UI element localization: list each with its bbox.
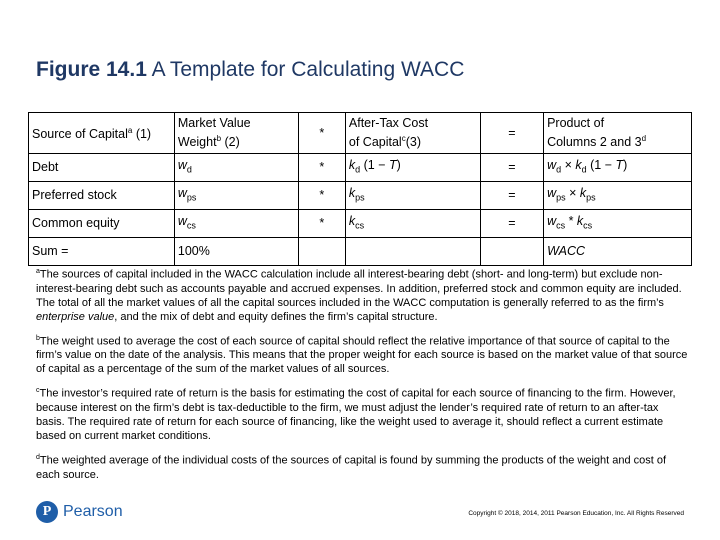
equals-cell: =	[480, 182, 543, 210]
equals-cell: =	[480, 154, 543, 182]
empty-cell	[345, 238, 480, 266]
header-after-tax-cost: After-Tax Cost of Capital$^c$(3)	[345, 113, 480, 154]
pearson-logo-text: Pearson	[63, 503, 123, 520]
cost-cell: $k_d$ (1 − T)	[345, 154, 480, 182]
source-cell: Common equity	[29, 210, 175, 238]
table-row-debt	[29, 154, 692, 182]
table-header-row	[29, 113, 692, 154]
figure-number: Figure 14.1	[36, 58, 147, 81]
multiply-cell: *	[298, 182, 345, 210]
empty-cell	[298, 238, 345, 266]
page-title	[36, 58, 464, 82]
footnote-b: $^b$The weight used to average the cost of each source of capital should reflect the relative importance of that source of capital to the firm’s value on the date of the analysis. This means that the proper weight for each source is based on the market value of that source of capital as a percentage of the sum of the market values of all sources.	[36, 334, 688, 376]
pearson-logo	[36, 501, 123, 523]
header-product: Product of Columns 2 and 3$^d$	[544, 113, 692, 154]
source-cell: Debt	[29, 154, 175, 182]
header-equals: =	[480, 113, 543, 154]
cost-cell: $k_{ps}$	[345, 182, 480, 210]
table-row-common-equity	[29, 210, 692, 238]
source-cell: Sum =	[29, 238, 175, 266]
source-cell: Preferred stock	[29, 182, 175, 210]
header-market-value-weight: Market Value Weight$^b$ (2)	[174, 113, 298, 154]
wacc-template-table	[28, 112, 692, 266]
footnote-d: $^d$The weighted average of the individual costs of the sources of capital is found by summing the products of the weight and cost of each source.	[36, 453, 667, 481]
multiply-cell: *	[298, 154, 345, 182]
table-row-preferred-stock	[29, 182, 692, 210]
multiply-cell: *	[298, 210, 345, 238]
weight-cell: $w_{ps}$	[174, 182, 298, 210]
weight-cell: $w_{cs}$	[174, 210, 298, 238]
footnotes	[36, 265, 688, 490]
product-cell: $w_d \times k_d$ (1 − T)	[544, 154, 692, 182]
product-cell: $w_{cs} * k_{cs}$	[544, 210, 692, 238]
footnote-c: $^c$The investor’s required rate of return is the basis for estimating the cost of capital for each source of financing to the firm. However, because interest on the firm’s debt is tax-deductible to the firm, we must adjust the lender’s required rate of return to an after-tax basis. The required rate of return for each source of financing, like the weight used to average it, should reflect a current estimate based on current market conditions.	[36, 387, 676, 442]
product-cell: $w_{ps} \times k_{ps}$	[544, 182, 692, 210]
header-multiply: *	[298, 113, 345, 154]
footnote-a: $^a$The sources of capital included in the WACC calculation include all interest-bearing debt (short- and long-term) but exclude non-interest-bearing debt such as accounts payable and accrued expenses. In addition, preferred stock and common equity are included. The total of all the market values of all the capital sources included in the WACC computation is generally referred to as the firm’s enterprise value, and the mix of debt and equity defines the firm’s capital structure.	[36, 268, 682, 323]
table-row-sum	[29, 238, 692, 266]
empty-cell	[480, 238, 543, 266]
header-source-of-capital: Source of Capital$^a$ (1)	[29, 113, 175, 154]
pearson-logo-icon: P	[36, 501, 58, 523]
figure-title-text: A Template for Calculating WACC	[146, 58, 465, 81]
cost-cell: $k_{cs}$	[345, 210, 480, 238]
weight-total-cell: 100%	[174, 238, 298, 266]
copyright-notice: Copyright © 2018, 2014, 2011 Pearson Education, Inc. All Rights Reserved	[468, 510, 684, 517]
weight-cell: $w_d$	[174, 154, 298, 182]
wacc-result-cell: WACC	[544, 238, 692, 266]
equals-cell: =	[480, 210, 543, 238]
